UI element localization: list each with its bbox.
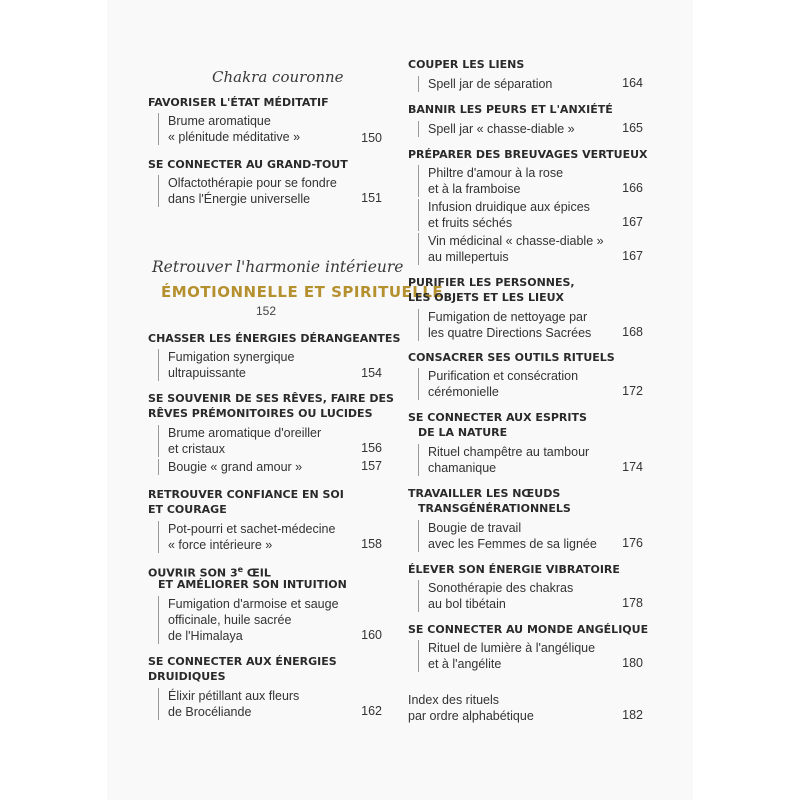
index-entry: Index des rituels par ordre alphabétique (408, 693, 534, 723)
toc-entry: Brume aromatique « plénitude méditative » (158, 113, 358, 145)
section-heading: SE CONNECTER AU MONDE ANGÉLIQUE (408, 623, 649, 636)
part-page-number: 152 (256, 304, 277, 318)
section-heading: SE SOUVENIR DE SES RÊVES, FAIRE DES (148, 392, 394, 405)
toc-entry: Spell jar « chasse-diable » (418, 121, 618, 137)
toc-page-number: 167 (622, 249, 643, 263)
section-heading: PRÉPARER DES BREUVAGES VERTUEUX (408, 148, 648, 161)
section-heading: COUPER LES LIENS (408, 58, 525, 71)
toc-entry: Infusion druidique aux épices et fruits séchés (418, 199, 628, 231)
section-heading: LES OBJETS ET LES LIEUX (408, 291, 565, 304)
toc-page-number: 157 (361, 459, 382, 473)
toc-page-number: 154 (361, 366, 382, 380)
section-heading: SE CONNECTER AUX ÉNERGIES (148, 655, 337, 668)
toc-page-number: 166 (622, 181, 643, 195)
section-heading: SE CONNECTER AUX ESPRITS (408, 411, 587, 424)
toc-entry: Philtre d'amour à la rose et à la framboise (418, 165, 628, 197)
toc-page-number: 162 (361, 704, 382, 718)
chakra-title: Chakra couronne (212, 68, 344, 86)
toc-entry: Élixir pétillant aux fleurs de Brocéliande (158, 688, 358, 720)
section-heading: FAVORISER L'ÉTAT MÉDITATIF (148, 96, 329, 109)
toc-page-number: 168 (622, 325, 643, 339)
toc-page-number: 158 (361, 537, 382, 551)
toc-entry: Fumigation d'armoise et sauge officinale, huile sacrée de l'Himalaya (158, 596, 368, 644)
toc-entry: Sonothérapie des chakras au bol tibétain (418, 580, 628, 612)
section-heading: DRUIDIQUES (148, 670, 226, 683)
toc-page-number: 165 (622, 121, 643, 135)
toc-entry: Purification et consécration cérémonielle (418, 368, 628, 400)
section-heading: ÉLEVER SON ÉNERGIE VIBRATOIRE (408, 563, 620, 576)
section-heading: DE LA NATURE (418, 426, 508, 439)
toc-page-number: 174 (622, 460, 643, 474)
toc-page-number: 160 (361, 628, 382, 642)
toc-page-number: 167 (622, 215, 643, 229)
toc-page-number: 164 (622, 76, 643, 90)
toc-entry: Vin médicinal « chasse-diable » au millepertuis (418, 233, 628, 265)
section-heading: CHASSER LES ÉNERGIES DÉRANGEANTES (148, 332, 401, 345)
section-heading: TRANSGÉNÉRATIONNELS (418, 502, 571, 515)
toc-entry: Brume aromatique d'oreiller et cristaux (158, 425, 358, 457)
section-heading: TRAVAILLER LES NŒUDS (408, 487, 561, 500)
section-heading: PURIFIER LES PERSONNES, (408, 276, 575, 289)
toc-entry: Spell jar de séparation (418, 76, 618, 92)
section-heading: RÊVES PRÉMONITOIRES OU LUCIDES (148, 407, 373, 420)
section-heading: RETROUVER CONFIANCE EN SOI (148, 488, 344, 501)
section-heading: ET AMÉLIORER SON INTUITION (158, 578, 347, 591)
section-heading: CONSACRER SES OUTILS RITUELS (408, 351, 615, 364)
toc-page-number: 156 (361, 441, 382, 455)
toc-entry: Bougie « grand amour » (158, 459, 358, 475)
toc-entry: Fumigation synergique ultrapuissante (158, 349, 348, 381)
part-title-script: Retrouver l'harmonie intérieure (152, 258, 404, 276)
toc-page-number: 150 (361, 131, 382, 145)
section-heading: ET COURAGE (148, 503, 227, 516)
toc-page-number: 172 (622, 384, 643, 398)
toc-entry: Rituel champêtre au tambour chamanique (418, 444, 628, 476)
toc-page-number: 182 (622, 708, 643, 722)
toc-entry: Bougie de travail avec les Femmes de sa lignée (418, 520, 628, 552)
toc-entry: Olfactothérapie pour se fondre dans l'Énergie universelle (158, 175, 368, 207)
section-heading: OUVRIR SON 3e ŒIL (148, 565, 271, 580)
section-heading: SE CONNECTER AU GRAND-TOUT (148, 158, 348, 171)
section-heading: BANNIR LES PEURS ET L'ANXIÉTÉ (408, 103, 613, 116)
toc-page-number: 178 (622, 596, 643, 610)
toc-entry: Pot-pourri et sachet-médecine « force intérieure » (158, 521, 368, 553)
toc-page-number: 176 (622, 536, 643, 550)
part-title-gold: ÉMOTIONNELLE ET SPIRITUELLE (161, 283, 444, 301)
toc-entry: Fumigation de nettoyage par les quatre Directions Sacrées (418, 309, 628, 341)
toc-page-number: 151 (361, 191, 382, 205)
toc-entry: Rituel de lumière à l'angélique et à l'angélite (418, 640, 628, 672)
toc-page-number: 180 (622, 656, 643, 670)
